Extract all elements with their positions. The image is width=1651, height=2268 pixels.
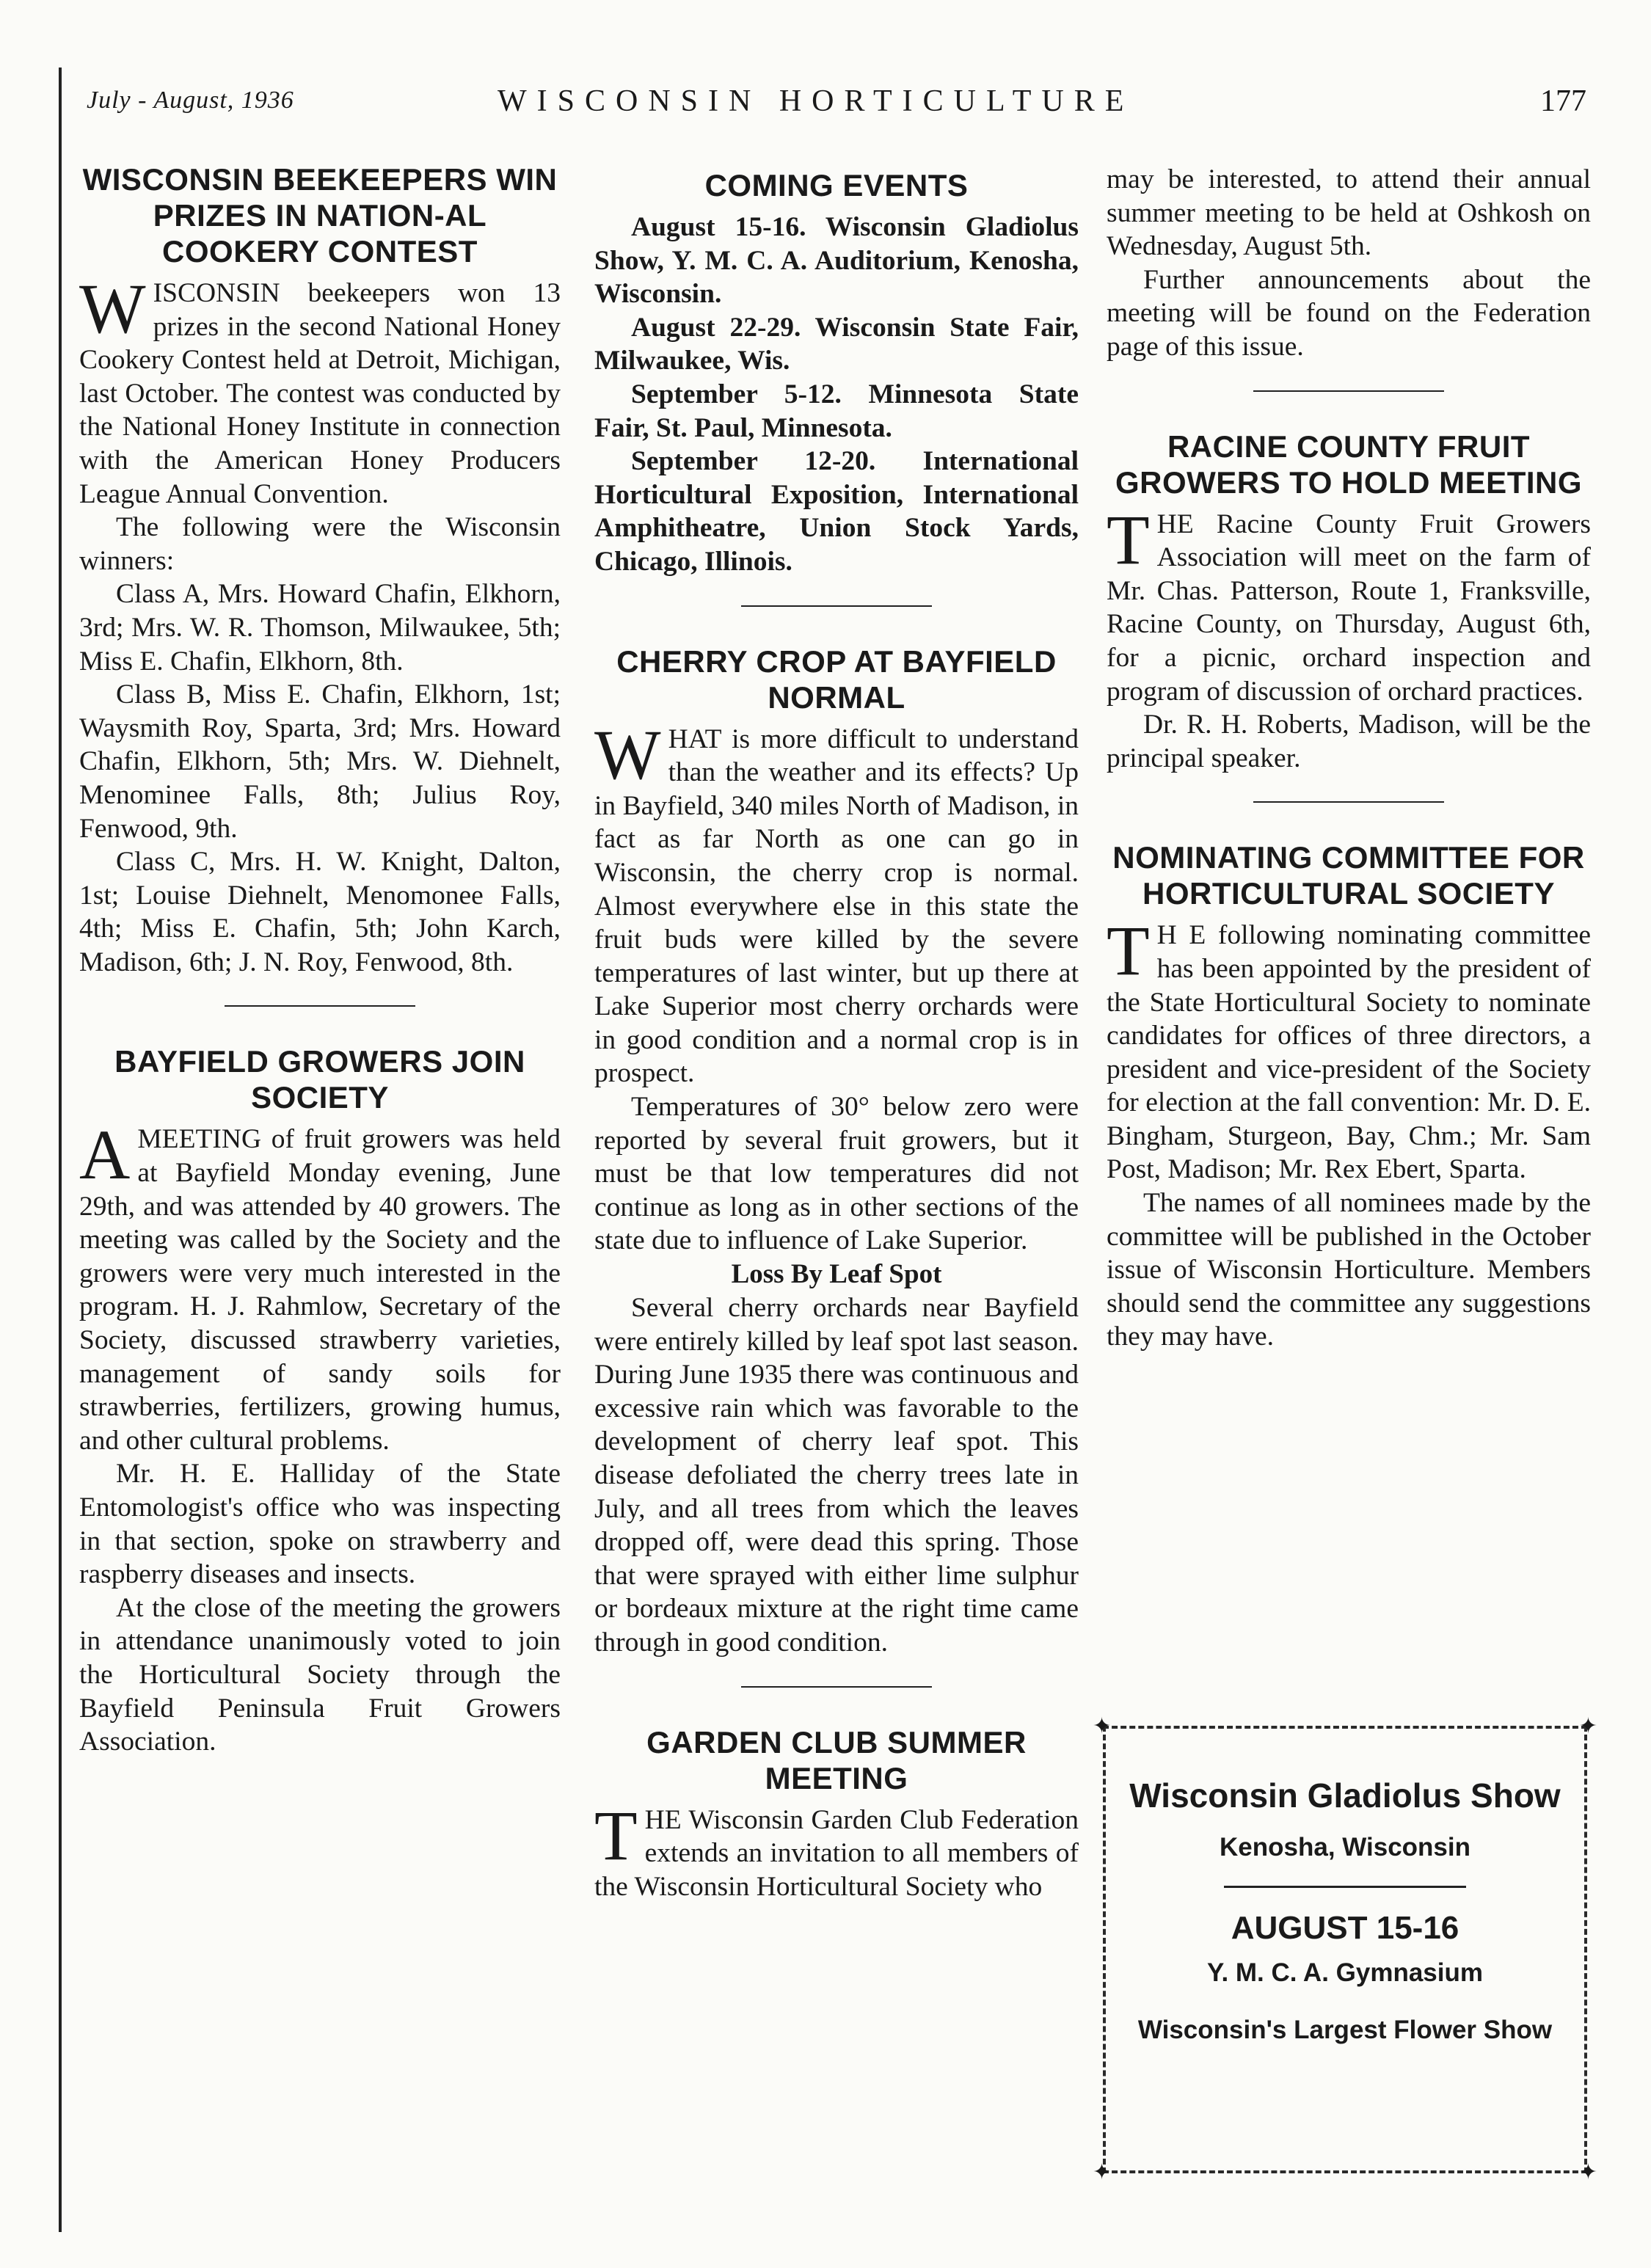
binding-edge-line [59,68,62,2232]
article-headline: GARDEN CLUB SUMMER MEETING [646,1724,1027,1795]
corner-ornament-icon: ✦ [1578,1713,1597,1739]
column-middle [594,167,1079,1903]
drop-cap: T [1107,500,1150,579]
event-item: August 15-16. Wisconsin Gladiolus Show, Y. M. C. A. Auditorium, Kenosha, Wisconsin. [594,212,1079,310]
page-number: 177 [1540,84,1586,118]
article-headline: RACINE COUNTY FRUIT GROWERS TO HOLD MEETING [1115,429,1583,500]
issue-date: July - August, 1936 [87,87,294,114]
article-paragraph [594,715,1079,1091]
article-paragraph: Class C, Mrs. H. W. Knight, Dalton, 1st; Louise Diehnelt, Menomonee Falls, 4th; Miss E. Chafin, 5th; John Karch, Madison, 6th; J. N. Roy, Fenwood, 8th. [79,847,561,977]
drop-cap: T [1107,911,1150,991]
article-headline: CHERRY CROP AT BAYFIELD NORMAL [616,643,1057,715]
drop-cap: A [79,1115,131,1195]
corner-ornament-icon: ✦ [1093,2159,1112,2185]
article-racine [1107,429,1591,776]
article-paragraph: may be interested, to attend their annual summer meeting to be held at Oshkosh on Wednesday, August 5th. [1107,164,1591,262]
column-left [79,161,561,1759]
article-paragraph [1107,500,1591,709]
column-right [1107,163,1591,1354]
ad-location: Kenosha, Wisconsin [1220,1833,1470,1862]
article-headline: WISCONSIN BEEKEEPERS WIN PRIZES IN NATION-AL COOKERY CONTEST [82,162,558,269]
article-paragraph: Further announcements about the meeting will be found on the Federation page of this issue. [1107,264,1591,362]
article-paragraph [1107,911,1591,1186]
article-headline: BAYFIELD GROWERS JOIN SOCIETY [114,1044,525,1115]
publication-title: WISCONSIN HORTICULTURE [498,84,1134,118]
article-headline: NOMINATING COMMITTEE FOR HORTICULTURAL SOCIETY [1112,840,1585,911]
article-paragraph [79,1115,561,1457]
paragraph-text: ISCONSIN beekeepers won 13 prizes in the second National Honey Cookery Contest held at Detroit, Michigan, last October. The contest was conducted by the National Honey Institute in connection with the American Honey Producers League Annual Convention. [79,278,561,509]
article-paragraph: Class B, Miss E. Chafin, Elkhorn, 1st; Waysmith Roy, Sparta, 3rd; Mrs. Howard Chafin, Elkhorn, 5th; Mrs. W. Diehnelt, Menominee Falls, 8th; Julius Roy, Fenwood, 9th. [79,679,561,844]
paragraph-text: HE Racine County Fruit Growers Association will meet on the farm of Mr. Chas. Patterson, Route 1, Franksville, Racine County, on Thursday, August 6th, for a picnic, orchard inspection and program of discussion of orchard practices. [1107,508,1591,707]
running-header [87,84,1586,131]
ad-slogan: Wisconsin's Largest Flower Show [1137,2016,1553,2044]
section-divider [741,1686,932,1688]
ad-date: AUGUST 15-16 [1231,1910,1459,1946]
ad-venue: Y. M. C. A. Gymnasium [1206,1958,1483,1987]
drop-cap: W [79,269,146,348]
article-coming-events [594,167,1079,579]
article-paragraph: Mr. H. E. Halliday of the State Entomologist's office who was inspecting in that section, spoke on strawberry and raspberry diseases and insects. [79,1459,561,1590]
ad-divider [1224,1886,1466,1888]
event-item: September 5-12. Minnesota State Fair, St. Paul, Minnesota. [594,379,1079,443]
ad-content [1125,1774,1565,2047]
article-beekeepers [79,161,561,979]
article-paragraph: Class A, Mrs. Howard Chafin, Elkhorn, 3rd; Mrs. W. R. Thomson, Milwaukee, 5th; Miss E. Chafin, Elkhorn, 8th. [79,579,561,677]
gladiolus-show-ad [1093,1713,1597,2185]
article-cherry-crop [594,643,1079,1660]
paragraph-text: MEETING of fruit growers was held at Bayfield Monday evening, June 29th, and was attended by 40 growers. The meeting was called by the Society and the growers were very much interested in the program. H. J. Rahmlow, Secretary of the Society, discussed strawberry varieties, management of sandy soils for strawberries, fertilizers, growing humus, and other cultural problems. [79,1124,561,1456]
article-bayfield-growers [79,1043,561,1758]
event-item: August 22-29. Wisconsin State Fair, Milwaukee, Wis. [594,312,1079,376]
corner-ornament-icon: ✦ [1578,2159,1597,2185]
article-paragraph [594,1795,1079,1904]
article-subhead: Loss By Leaf Spot [731,1259,942,1290]
section-divider [1253,390,1444,392]
article-paragraph: At the close of the meeting the growers in attendance unanimously voted to join the Horticultural Society through the Bayfield Peninsula Fruit Growers Association. [79,1592,561,1757]
corner-ornament-icon: ✦ [1093,1713,1112,1739]
article-garden-club-continued [1107,163,1591,364]
section-divider [225,1005,415,1007]
article-nominating [1107,839,1591,1354]
drop-cap: W [594,715,661,794]
article-paragraph [79,269,561,511]
article-paragraph: The names of all nominees made by the committee will be published in the October issue of Wisconsin Horticulture. Members should send the committee any suggestions they may have. [1107,1188,1591,1352]
paragraph-text: HE Wisconsin Garden Club Federation extends an invitation to all members of the Wisconsin Horticultural Society who [594,1804,1079,1902]
paragraph-text: H E following nominating committee has been appointed by the president of the State Horticultural Society to nominate candidates for offices of three directors, a president and vice-president of the Society for election at the fall convention: Mr. D. E. Bingham, Sturgeon, Bay, Chm.; Mr. Sam Post, Madison; Mr. Rex Ebert, Sparta. [1107,920,1591,1185]
section-divider [741,605,932,607]
section-divider [1253,801,1444,803]
article-headline: COMING EVENTS [704,168,969,203]
article-paragraph: Temperatures of 30° below zero were reported by several fruit growers, but it must be that low temperatures did not continue as long as in other sections of the state due to influence of Lake Superior. [594,1092,1079,1256]
drop-cap: T [594,1795,638,1875]
ad-title: Wisconsin Gladiolus Show [1129,1776,1561,1815]
article-garden-club [594,1724,1079,1904]
event-item: September 12-20. International Horticultural Exposition, International Amphitheatre, Union Stock Yards, Chicago, Illinois. [594,446,1079,577]
paragraph-text: HAT is more difficult to understand than the weather and its effects? Up in Bayfield, 340 miles North of Madison, in fact as far North as one can go in Wisconsin, the cherry crop is normal. Almost everywhere else in this state the fruit buds were killed by the severe temperatures of last winter, but up there at Lake Superior most cherry orchards were in good condition and a normal crop is in prospect. [594,723,1079,1089]
article-paragraph: The following were the Wisconsin winners: [79,512,561,576]
article-paragraph: Several cherry orchards near Bayfield were entirely killed by leaf spot last season. During June 1935 there was continuous and excessive rain which was favorable to the development of cherry leaf spot. This disease defoliated the cherry trees late in July, and all trees from which the leaves dropped off, were dead this spring. Those that were sprayed with either lime sulphur or bordeaux mixture at the right time came through in good condition. [594,1293,1079,1658]
article-paragraph: Dr. R. H. Roberts, Madison, will be the principal speaker. [1107,710,1591,773]
